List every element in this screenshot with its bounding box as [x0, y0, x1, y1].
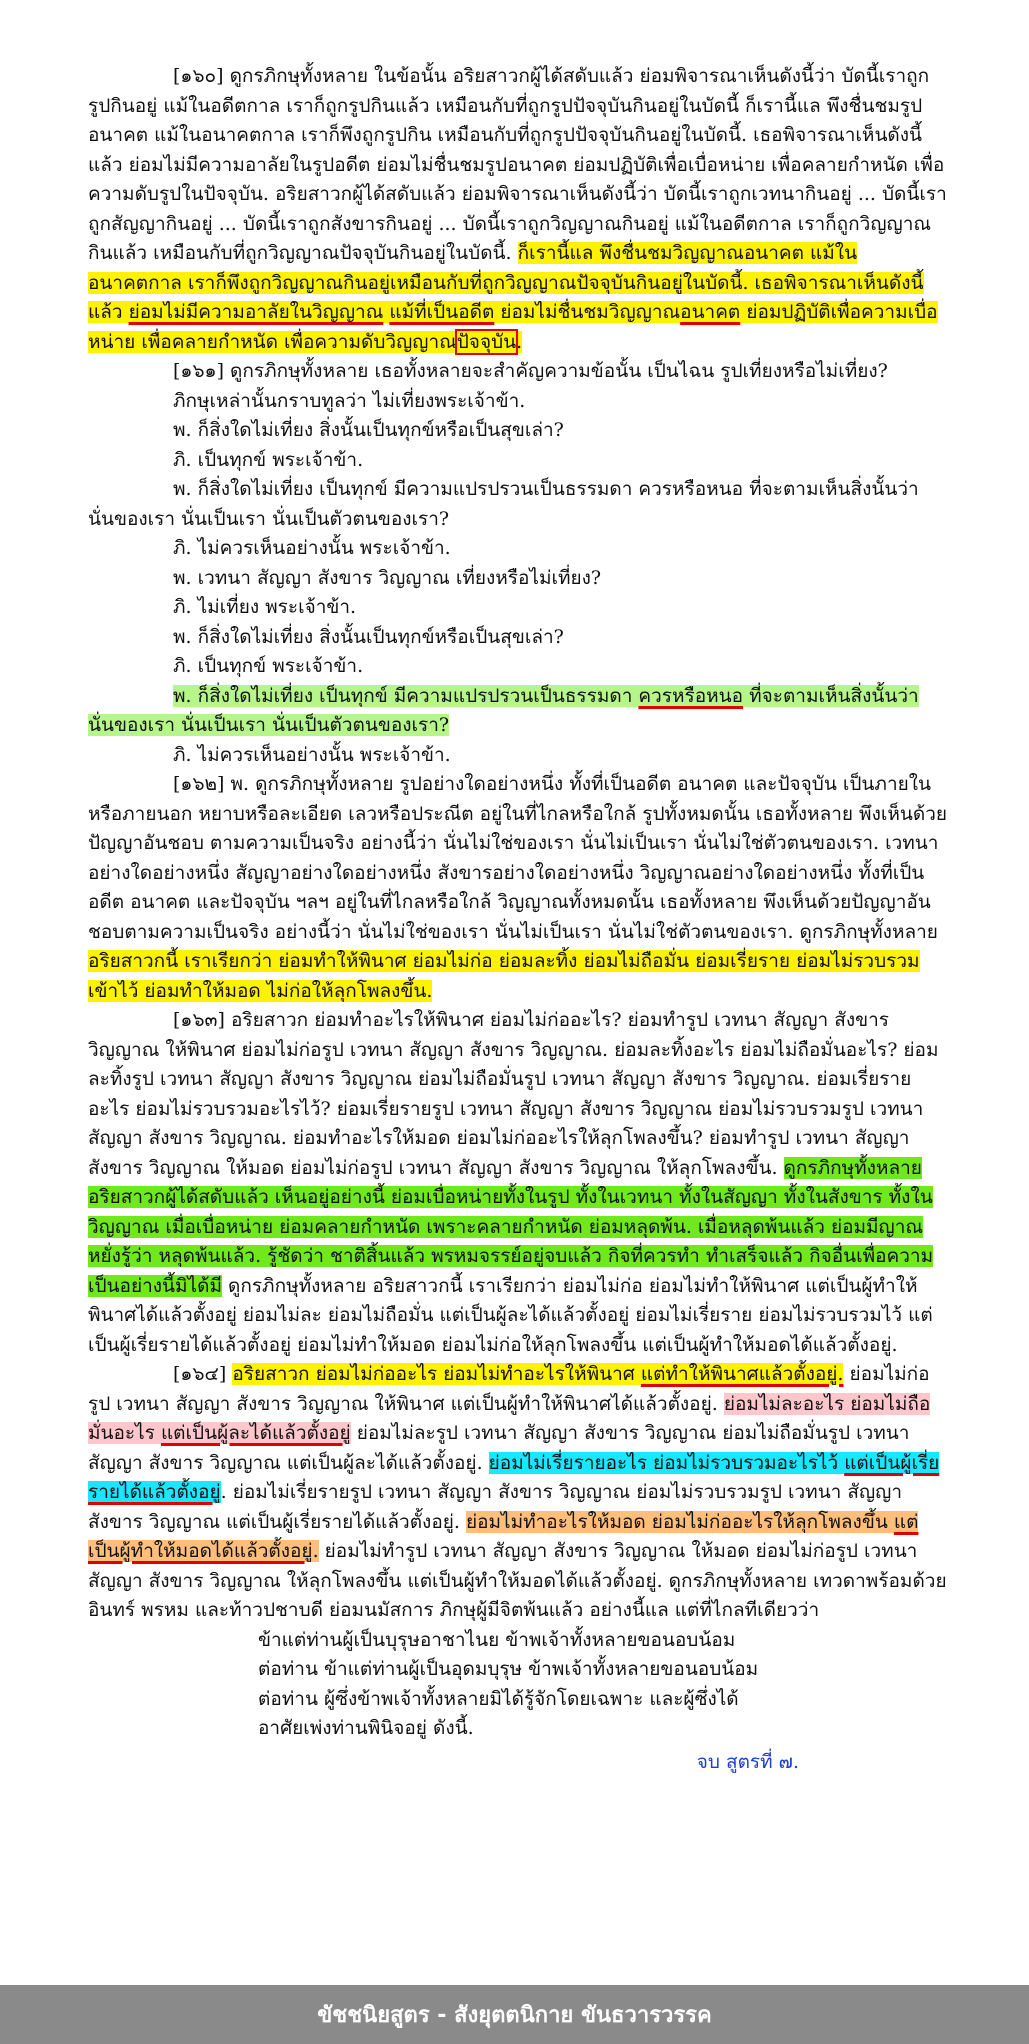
dialogue-line: ภิกษุเหล่านั้นกราบทูลว่า ไม่เที่ยงพระเจ้าข้า. [173, 389, 526, 412]
verse-line: อาศัยเพ่งท่านพินิจอยู่ ดังนี้. [258, 1717, 474, 1739]
underline-red: ย่อมไม่มีความอาลัยในวิญญาณ [128, 301, 384, 323]
underline-red: แต่เป็นผู้เรี่ยรายได้แล้วตั้งอยู่ [88, 1451, 940, 1503]
highlight-orange: ย่อมไม่ทำอะไรให้มอด ย่อมไม่ก่ออะไรให้ลุกโพลงขึ้น แต่เป็นผู้ทำให้มอดได้แล้วตั้งอยู่. [88, 1510, 919, 1562]
paragraph-164: [๑๖๔] อริยสาวก ย่อมไม่ก่ออะไร ย่อมไม่ทำอะไรให้พินาศ แต่ทำให้พินาศแล้วตั้งอยู่. ย่อมไม่ก่อรูป เวทนา สัญญา สังขาร วิญญาณ ให้พินาศ แต่เป็นผู้ทำให้พินาศได้แล้วตั้งอยู่. ย่อมไม่ละอะไร ย่อมไม่ถือมั่นอะไร แต่เป็นผู้ละได้แล้วตั้งอยู่ ย่อมไม่ละรูป เวทนา สัญญา สังขาร วิญญาณ ย่อมไม่ถือมั่นรูป เวทนา สัญญา สังขาร วิญญาณ แต่เป็นผู้ละได้แล้วตั้งอยู่. ย่อมไม่เรี่ยรายอะไร ย่อมไม่รวบรวมอะไรไว้ แต่เป็นผู้เรี่ยรายได้แล้วตั้งอยู่. ย่อมไม่เรี่ยรายรูป เวทนา สัญญา สังขาร วิญญาณ ย่อมไม่รวบรวมรูป เวทนา สัญญา สังขาร วิญญาณ แต่เป็นผู้เรี่ยรายได้แล้วตั้งอยู่. ย่อมไม่ทำอะไรให้มอด ย่อมไม่ก่ออะไรให้ลุกโพลงขึ้น แต่เป็นผู้ทำให้มอดได้แล้วตั้งอยู่. ย่อมไม่ทำรูป เวทนา สัญญา สังขาร วิญญาณ ให้มอด ย่อมไม่ก่อรูป เวทนา สัญญา สังขาร วิญญาณ ให้ลุกโพลงขึ้น แต่เป็นผู้ทำให้มอดได้แล้วตั้งอยู่. ดูกรภิกษุทั้งหลาย เทวดาพร้อมด้วยอินทร์ พรหม และท้าวปชาบดี ย่อมนมัสการ ภิกษุผู้มีจิตพ้นแล้ว อย่างนี้แล แต่ที่ไกลทีเดียวว่า [88, 1363, 947, 1621]
underline-red: แต่เป็นผู้ทำให้มอดได้แล้วตั้งอยู่ [88, 1510, 919, 1562]
paragraph-163: [๑๖๓] อริยสาวก ย่อมทำอะไรให้พินาศ ย่อมไม่ก่ออะไร? ย่อมทำรูป เวทนา สัญญา สังขาร วิญญาณ ให้พินาศ ย่อมไม่ก่อรูป เวทนา สัญญา สังขาร วิญญาณ. ย่อมละทิ้งอะไร ย่อมไม่ถือมั่นอะไร? ย่อมละทิ้งรูป เวทนา สัญญา สังขาร วิญญาณ ย่อมไม่ถือมั่นรูป เวทนา สัญญา สังขาร วิญญาณ. ย่อมเรี่ยรายอะไร ย่อมไม่รวบรวมอะไรไว้? ย่อมเรี่ยรายรูป เวทนา สัญญา สังขาร วิญญาณ ย่อมไม่รวบรวมรูป เวทนา สัญญา สังขาร วิญญาณ. ย่อมทำอะไรให้มอด ย่อมไม่ก่ออะไรให้ลุกโพลงขึ้น? ย่อมทำรูป เวทนา สัญญา สังขาร วิญญาณ ให้มอด ย่อมไม่ก่อรูป เวทนา สัญญา สังขาร วิญญาณ ให้ลุกโพลงขึ้น. ดูกรภิกษุทั้งหลาย อริยสาวกผู้ได้สดับแล้ว เห็นอยู่อย่างนี้ ย่อมเบื่อหน่ายทั้งในรูป ทั้งในเวทนา ทั้งในสัญญา ทั้งในสังขาร ทั้งในวิญญาณ เมื่อเบื่อหน่าย ย่อมคลายกำหนัด เพราะคลายกำหนัด ย่อมหลุดพ้น. เมื่อหลุดพ้นแล้ว ย่อมมีญาณหยั่งรู้ว่า หลุดพ้นแล้ว. รู้ชัดว่า ชาติสิ้นแล้ว พรหมจรรย์อยู่จบแล้ว กิจที่ควรทำ ทำเสร็จแล้ว กิจอื่นเพื่อความเป็นอย่างนี้มิได้มี ดูกรภิกษุทั้งหลาย อริยสาวกนี้ เราเรียกว่า ย่อมไม่ก่อ ย่อมไม่ทำให้พินาศ แต่เป็นผู้ทำให้พินาศได้แล้วตั้งอยู่ ย่อมไม่ละ ย่อมไม่ถือมั่น แต่เป็นผู้ละได้แล้วตั้งอยู่ ย่อมไม่เรี่ยราย ย่อมไม่รวบรวมไว้ แต่เป็นผู้เรี่ยรายได้แล้วตั้งอยู่ ย่อมไม่ทำให้มอด ย่อมไม่ก่อให้ลุกโพลงขึ้น แต่เป็นผู้ทำให้มอดได้แล้วตั้งอยู่. [88, 1009, 939, 1356]
underline-red: แต่เป็นผู้ละได้แล้วตั้งอยู่ [160, 1422, 351, 1444]
footer-title-bar [0, 1985, 1029, 2044]
paragraph-161: [๑๖๑] ดูกรภิกษุทั้งหลาย เธอทั้งหลายจะสำคัญความข้อนั้น เป็นไฉน รูปเที่ยงหรือไม่เที่ยง? [173, 360, 888, 382]
dialogue-line: พ. ก็สิ่งใดไม่เที่ยง เป็นทุกข์ มีความแปรปรวนเป็นธรรมดา ควรหรือหนอ ที่จะตามเห็นสิ่งนั้นว่า นั่นของเรา นั่นเป็นเรา นั่นเป็นตัวตนของเรา? [88, 478, 919, 530]
dialogue-line: ภิ. เป็นทุกข์ พระเจ้าข้า. [173, 448, 364, 471]
dialogue-line: พ. ก็สิ่งใดไม่เที่ยง สิ่งนั้นเป็นทุกข์หรือเป็นสุขเล่า? [173, 625, 564, 648]
dialogue-line: พ. ก็สิ่งใดไม่เที่ยง สิ่งนั้นเป็นทุกข์หรือเป็นสุขเล่า? [173, 419, 564, 441]
highlight-pink: ย่อมไม่ละอะไร ย่อมไม่ถือมั่นอะไร แต่เป็นผู้ละได้แล้วตั้งอยู่ [88, 1392, 931, 1444]
highlight-cyan: ย่อมไม่เรี่ยรายอะไร ย่อมไม่รวบรวมอะไรไว้ แต่เป็นผู้เรี่ยรายได้แล้วตั้งอยู่ [88, 1451, 940, 1503]
highlight-light-green: พ. ก็สิ่งใดไม่เที่ยง เป็นทุกข์ มีความแปรปรวนเป็นธรรมดา ควรหรือหนอ ที่จะตามเห็นสิ่งนั้นว่า นั่นของเรา นั่นเป็นเรา นั่นเป็นตัวตนของเรา? [88, 684, 919, 736]
verse-block [88, 1626, 949, 1744]
verse-line: ข้าแต่ท่านผู้เป็นบุรุษอาชาไนย ข้าพเจ้าทั้งหลายขอนอบน้อม [258, 1628, 736, 1651]
dialogue-line: ภิ. ไม่ควรเห็นอย่างนั้น พระเจ้าข้า. [173, 743, 451, 766]
underline-red: อนาคต [680, 301, 741, 323]
verse-line: ต่อท่าน ข้าแต่ท่านผู้เป็นอุดมบุรุษ ข้าพเจ้าทั้งหลายขอนอบน้อม [258, 1658, 759, 1680]
footer-title: ขัชชนิยสูตร - สังยุตตนิกาย ขันธวารวรรค [317, 2003, 712, 2028]
underline-red: แม้ที่เป็นอดีต [389, 301, 495, 323]
highlight-yellow: ก็เรานี้แล พึงชื่นชมวิญญาณอนาคต แม้ในอนาคตกาล เราก็พึงถูกวิญญาณกินอยู่เหมือนกับที่ถูกวิญญาณปัจจุบันกินอยู่ในบัดนี้. เธอพิจารณาเห็นดังนี้แล้ว ย่อมไม่มีความอาลัยในวิญญาณ แม้ที่เป็นอดีต ย่อมไม่ชื่นชมวิญญาณอนาคต ย่อมปฏิบัติเพื่อความเบื่อหน่าย เพื่อคลายกำหนัด เพื่อความดับวิญญาณปัจจุบัน. [88, 242, 938, 353]
underline-red: ควรหรือหนอ [638, 684, 744, 707]
underline-red: แต่ทำให้พินาศแล้วตั้งอยู่. [640, 1363, 844, 1385]
verse-line: ต่อท่าน ผู้ซึ่งข้าพเจ้าทั้งหลายมิได้รู้จักโดยเฉพาะ และผู้ซึ่งได้ [258, 1687, 739, 1710]
highlight-green: ดูกรภิกษุทั้งหลาย อริยสาวกผู้ได้สดับแล้ว เห็นอยู่อย่างนี้ ย่อมเบื่อหน่ายทั้งในรูป ทั้งในเวทนา ทั้งในสัญญา ทั้งในสังขาร ทั้งในวิญญาณ เมื่อเบื่อหน่าย ย่อมคลายกำหนัด เพราะคลายกำหนัด ย่อมหลุดพ้น. เมื่อหลุดพ้นแล้ว ย่อมมีญาณหยั่งรู้ว่า หลุดพ้นแล้ว. รู้ชัดว่า ชาติสิ้นแล้ว พรหมจรรย์อยู่จบแล้ว กิจที่ควรทำ ทำเสร็จแล้ว กิจอื่นเพื่อความเป็นอย่างนี้มิได้มี [88, 1156, 934, 1297]
highlight-yellow: อริยสาวก ย่อมไม่ก่ออะไร ย่อมไม่ทำอะไรให้พินาศ แต่ทำให้พินาศแล้วตั้งอยู่. [232, 1363, 844, 1385]
dialogue-line: ภิ. ไม่ควรเห็นอย่างนั้น พระเจ้าข้า. [173, 537, 451, 559]
dialogue-line: ภิ. เป็นทุกข์ พระเจ้าข้า. [173, 655, 364, 677]
highlight-yellow: อริยสาวกนี้ เราเรียกว่า ย่อมทำให้พินาศ ย่อมไม่ก่อ ย่อมละทิ้ง ย่อมไม่ถือมั่น ย่อมเรี่ยราย ย่อมไม่รวบรวมเข้าไว้ ย่อมทำให้มอด ไม่ก่อให้ลุกโพลงขึ้น. [88, 950, 920, 1002]
dialogue-line-highlighted [88, 682, 949, 741]
dialogue-line: พ. เวทนา สัญญา สังขาร วิญญาณ เที่ยงหรือไม่เที่ยง? [173, 566, 602, 589]
boxed-word: ปัจจุบัน [456, 330, 517, 353]
dialogue-line: ภิ. ไม่เที่ยง พระเจ้าข้า. [173, 596, 357, 618]
end-of-sutta-mark: จบ สูตรที่ ๗. [696, 1750, 799, 1773]
paragraph-160: [๑๖๐] ดูกรภิกษุทั้งหลาย ในข้อนั้น อริยสาวกผู้ได้สดับแล้ว ย่อมพิจารณาเห็นดังนี้ว่า บัดนี้เราถูกรูปกินอยู่ แม้ในอดีตกาล เราก็ถูกรูปกินแล้ว เหมือนกับที่ถูกรูปปัจจุบันกินอยู่ในบัดนี้ ก็เรานี้แล พึงชื่นชมรูปอนาคต แม้ในอนาคตกาล เราก็พึงถูกรูปกิน เหมือนกับที่ถูกรูปปัจจุบันกินอยู่ในบัดนี้. เธอพิจารณาเห็นดังนี้แล้ว ย่อมไม่มีความอาลัยในรูปอดีต ย่อมไม่ชื่นชมรูปอนาคต ย่อมปฏิบัติเพื่อเบื่อหน่าย เพื่อคลายกำหนัด เพื่อความดับรูปในปัจจุบัน. อริยสาวกผู้ได้สดับแล้ว ย่อมพิจารณาเห็นดังนี้ว่า บัดนี้เราถูกเวทนากินอยู่ ... บัดนี้เราถูกสัญญากินอยู่ ... บัดนี้เราถูกสังขารกินอยู่ ... บัดนี้เราถูกวิญญาณกินอยู่ แม้ในอดีตกาล เราก็ถูกวิญญาณกินแล้ว เหมือนกับที่ถูกวิญญาณปัจจุบันกินอยู่ในบัดนี้. ก็เรานี้แล พึงชื่นชมวิญญาณอนาคต แม้ในอนาคตกาล เราก็พึงถูกวิญญาณกินอยู่เหมือนกับที่ถูกวิญญาณปัจจุบันกินอยู่ในบัดนี้. เธอพิจารณาเห็นดังนี้แล้ว ย่อมไม่มีความอาลัยในวิญญาณ แม้ที่เป็นอดีต ย่อมไม่ชื่นชมวิญญาณอนาคต ย่อมปฏิบัติเพื่อความเบื่อหน่าย เพื่อคลายกำหนัด เพื่อความดับวิญญาณปัจจุบัน. [88, 65, 947, 353]
paragraph-162: [๑๖๒] พ. ดูกรภิกษุทั้งหลาย รูปอย่างใดอย่างหนึ่ง ทั้งที่เป็นอดีต อนาคต และปัจจุบัน เป็นภายในหรือภายนอก หยาบหรือละเอียด เลวหรือประณีต อยู่ในที่ไกลหรือใกล้ รูปทั้งหมดนั้น เธอทั้งหลาย พึงเห็นด้วยปัญญาอันชอบ ตามความเป็นจริง อย่างนี้ว่า นั่นไม่ใช่ของเรา นั่นไม่เป็นเรา นั่นไม่ใช่ตัวตนของเรา. เวทนาอย่างใดอย่างหนึ่ง สัญญาอย่างใดอย่างหนึ่ง สังขารอย่างใดอย่างหนึ่ง วิญญาณอย่างใดอย่างหนึ่ง ทั้งที่เป็นอดีต อนาคต และปัจจุบัน ฯลฯ อยู่ในที่ไกลหรือใกล้ วิญญาณทั้งหมดนั้น เธอทั้งหลาย พึงเห็นด้วยปัญญาอันชอบตามความเป็นจริง อย่างนี้ว่า นั่นไม่ใช่ของเรา นั่นไม่เป็นเรา นั่นไม่ใช่ตัวตนของเรา. ดูกรภิกษุทั้งหลาย อริยสาวกนี้ เราเรียกว่า ย่อมทำให้พินาศ ย่อมไม่ก่อ ย่อมละทิ้ง ย่อมไม่ถือมั่น ย่อมเรี่ยราย ย่อมไม่รวบรวมเข้าไว้ ย่อมทำให้มอด ไม่ก่อให้ลุกโพลงขึ้น. [88, 773, 947, 1002]
